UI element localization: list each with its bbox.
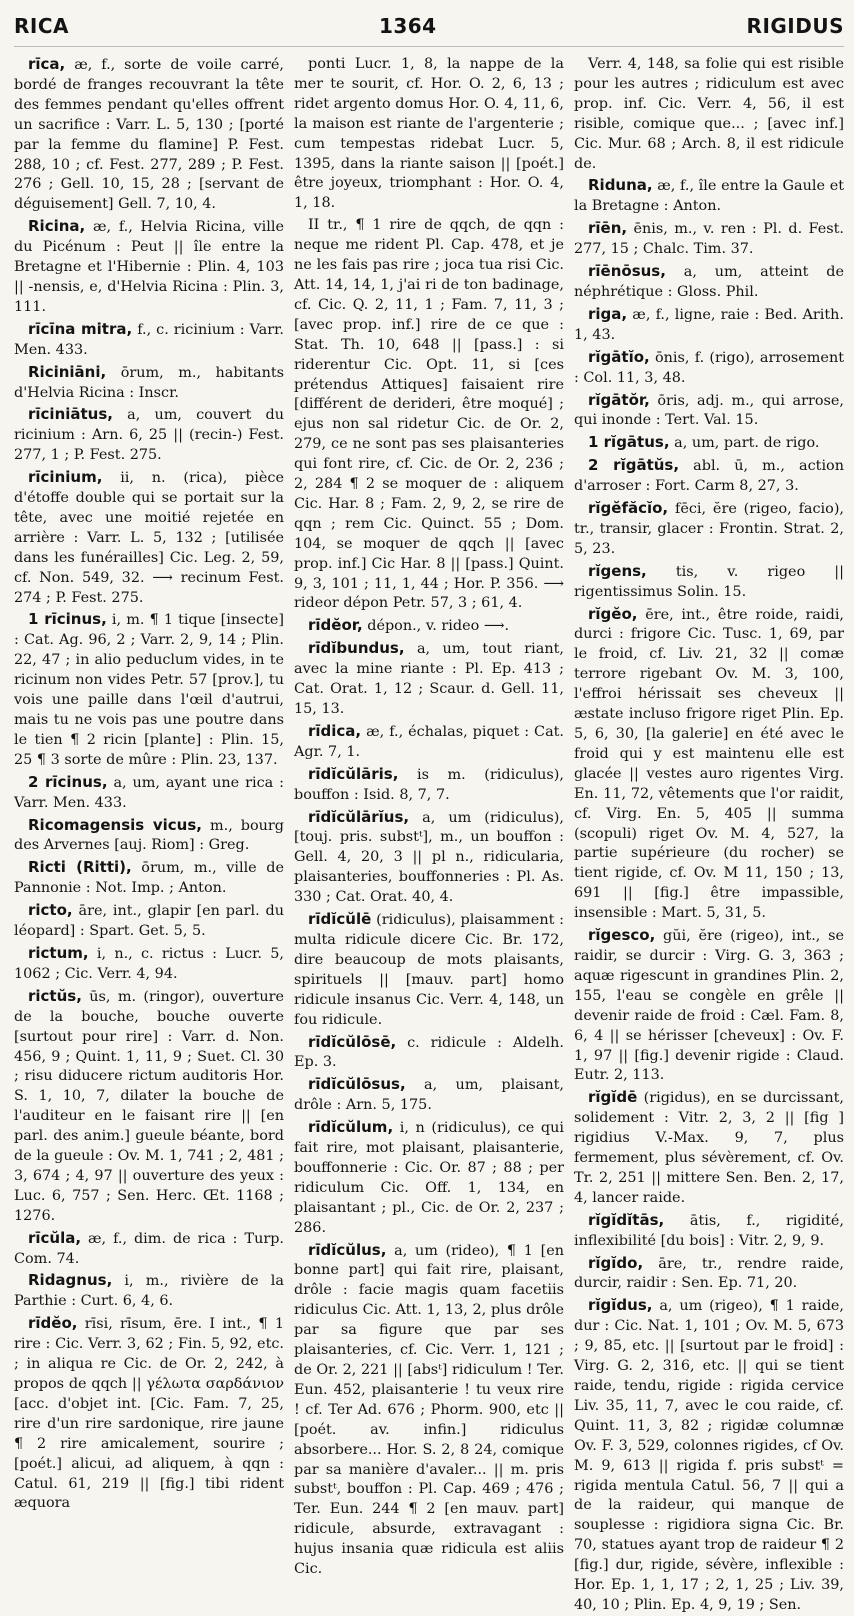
dictionary-entry: [14, 944, 284, 985]
dictionary-entry: [574, 456, 844, 497]
dictionary-entry: [14, 1229, 284, 1270]
entry-headword: rĭgātŏr,: [588, 390, 650, 409]
entry-definition: ōrum, m., habitants d'Helvia Ricina : Inscr.: [14, 364, 285, 401]
entry-headword: rīdĭcŭlārĭus,: [308, 807, 410, 826]
dictionary-entry: [574, 55, 844, 174]
entry-headword: rĭgātĭo,: [588, 347, 650, 366]
entry-definition: a, um (ridiculus), [touj. pris. substᵗ], m., un bouffon : Gell. 4, 20, 3 || pl n., ridicularia, plaisanteries, bouffonneries : Pl. As. 330 ; Cat. Orat. 40, 4.: [294, 809, 564, 906]
entry-headword: Ricomagensis vicus,: [28, 815, 202, 834]
entry-definition: āre, tr., rendre raide, durcir, raidir : Sen. Ep. 71, 20.: [574, 1255, 844, 1292]
entry-headword: rīcīna mitra,: [28, 319, 133, 338]
entry-headword: rīdĕo,: [28, 1314, 78, 1333]
entry-definition: ūs, m. (ringor), ouverture de la bouche, bouche ouverte [surtout pour rire] : Varr. d. Non. 456, 9 ; Quint. 1, 11, 9 ; Suet. Cl. 30 ; risu diducere rictum auditoris Hor. S. 1, 10, 7, dilater la bouche de l'auditeur en le faisant rire || [en parl. des anim.] gueule béante, bord de la gueule : Ov. M. 1, 741 ; 2, 481 ; 3, 674 ; 4, 97 || ouverture des yeux : Luc. 6, 757 ; Sen. Herc. Œt. 1168 ; 1276.: [14, 988, 284, 1224]
entry-definition: a, um, ayant une rica : Varr. Men. 433.: [14, 774, 284, 811]
entry-definition: a, um, part. de rigo.: [674, 435, 820, 452]
entry-headword: rīcŭla,: [28, 1228, 82, 1247]
entry-definition: i, n., c. rictus : Lucr. 5, 1062 ; Cic. Verr. 4, 94.: [14, 945, 284, 982]
dictionary-entry: [14, 773, 284, 814]
dictionary-entry: [14, 363, 284, 404]
entry-definition: æ, f., ligne, raie : Bed. Arith. 1, 43.: [574, 306, 845, 343]
entry-definition: ponti Lucr. 1, 8, la nappe de la mer te sourit, cf. Hor. O. 2, 6, 13 ; ridet argento domus Hor. O. 4, 11, 6, la maison est riante de l'argenterie ; cum tempestas ridebat Lucr. 5, 1395, dans la riante saison || [poét.] être joyeux, triomphant : Hor. O. 4, 1, 18.: [294, 56, 564, 212]
entry-headword: rīciniātus,: [28, 405, 113, 424]
entry-headword: rĭgesco,: [588, 926, 656, 945]
dictionary-entry: [294, 55, 564, 214]
entry-definition: ii, n. (rica), pièce d'étoffe double qui se portait sur la tête, avec une moitié rejetée en arrière : Varr. L. 5, 132 ; [utilisée dans les funérailles] Cic. Leg. 2, 59, cf. Non. 549, 32. ⟶ recinum Fest. 274 ; P. Fest. 275.: [14, 470, 284, 606]
dictionary-entry: [14, 987, 284, 1227]
entry-headword: rīdĭcŭlōsus,: [308, 1075, 406, 1094]
entry-definition: a, um, atteint de néphrétique : Gloss. Phil.: [574, 264, 844, 300]
entry-definition: fēci, ĕre (rigeo, facio), tr., transir, glacer : Frontin. Strat. 2, 5, 23.: [574, 501, 845, 557]
entry-headword: rĭgĭdē: [588, 1088, 638, 1107]
dictionary-entry: [294, 216, 564, 614]
entry-headword: 1 rĭgātus,: [588, 433, 670, 452]
dictionary-entry: [574, 1296, 844, 1616]
column-2: [294, 55, 565, 1578]
entry-definition: i, m. ¶ 1 tique [insecte] : Cat. Ag. 96, 2 ; Varr. 2, 9, 14 ; Plin. 22, 47 ; in alio peduclum vides, in te ricinum non vides Petr. 57 [prov.], tu vois une paille dans l'œil d'autrui, mais tu ne vois pas une poutre dans le tien ¶ 2 ricin [plante] : Plin. 15, 25 ¶ 3 sorte de mûre : Plin. 23, 137.: [14, 612, 285, 768]
entry-definition: i, n (ridiculus), ce qui fait rire, mot plaisant, plaisanterie, bouffonnerie : Cic. Or. 87 ; 88 ; per ridiculum Cic. Off. 1, 134, en plaisantant ; pl., Cic. de Or. 2, 237 ; 286.: [294, 1120, 564, 1236]
entry-headword: Ridagnus,: [28, 1271, 113, 1290]
dictionary-entry: [294, 1241, 564, 1580]
entry-headword: 1 rīcinus,: [28, 610, 107, 629]
dictionary-entry: [14, 55, 284, 215]
entry-definition: æ, f., sorte de voile carré, bordé de franges recouvrant la tête des femmes pendant qu'elles offrent un sacrifice : Varr. L. 5, 130 ; [porté par la femme du flamine] P. Fest. 288, 10 ; cf. Fest. 277, 289 ; P. Fest. 276 ; Gell. 10, 15, 28 ; [servant de déguisement] Gell. 7, 10, 4.: [14, 57, 284, 213]
dictionary-entry: [574, 176, 844, 217]
entry-definition: a, um (rigeo), ¶ 1 raide, dur : Cic. Nat. 1, 101 ; Ov. M. 5, 673 ; 9, 85, etc. || [surtout par le froid] : Virg. G. 2, 316, etc. || qui se tient raide, tendu, rigide : rigida cervice Liv. 35, 11, 7, avec le cou raide, cf. Quint. 11, 3, 82 ; rigidæ columnæ Ov. F. 3, 529, colonnes rigides, cf Ov. M. 9, 613 || rigida f. pris substᵗ = rigida mentula Catul. 56, 7 || qui a de la raideur, qui manque de souplesse : rigidiora signa Cic. Br. 70, statues ayant trop de raideur ¶ 2 [fig.] dur, rigide, sévère, inflexible : Hor. Ep. 1, 1, 17 ; 2, 1, 25 ; Liv. 39, 40, 10 ; Plin. Ep. 4, 9, 19 ; Sen.: [574, 1298, 845, 1613]
dictionary-entry: [294, 616, 564, 637]
dictionary-entry: [294, 1118, 564, 1238]
entry-headword: Ricina,: [28, 217, 86, 236]
entry-headword: rīēn,: [588, 219, 628, 238]
entry-definition: c. ridicule : Aldelh. Ep. 3.: [294, 1034, 564, 1071]
entry-headword: rīdĕor,: [308, 616, 363, 635]
dictionary-entry: [14, 468, 284, 608]
entry-definition: æ, f., île entre la Gaule et la Bretagne : Anton.: [574, 178, 844, 215]
entry-definition: ōris, adj. m., qui arrose, qui inonde : Tert. Val. 15.: [574, 392, 844, 429]
column-3: [574, 55, 845, 1613]
entry-headword: rĭgĕo,: [588, 604, 638, 623]
dictionary-entry: [574, 1211, 844, 1252]
header-right-guideword: RIGIDUS: [746, 14, 844, 38]
dictionary-entry: [574, 391, 844, 432]
dictionary-entry: [574, 262, 844, 303]
entry-definition: rīsi, rīsum, ēre. I int., ¶ 1 rire : Cic. Verr. 3, 62 ; Fin. 5, 92, etc. ; in aliqua re Cic. de Or. 2, 242, à propos de qqch || γέλωτα σαρδάνιον [acc. d'objet int. [Cic. Fam. 7, 25, rire d'un rire sardonique, rire jaune ¶ 2 rire amicalement, sourire ; [poét.] alicui, ad aliquem, à qqn : Catul. 61, 219 || [fig.] tibi rident æquora: [14, 1316, 284, 1512]
entry-headword: rictum,: [28, 943, 89, 962]
entry-headword: rictŭs,: [28, 986, 82, 1005]
entry-headword: rĭgĭdus,: [588, 1296, 653, 1315]
dictionary-entry: [574, 605, 844, 925]
entry-definition: Verr. 4, 148, sa folie qui est risible pour les autres ; ridiculum est avec prop. inf. Cic. Verr. 4, 56, il est risible, comique que... ; [avec inf.] Cic. Mur. 68 ; Arch. 8, il est ridicule de.: [574, 56, 844, 172]
entry-headword: Riciniāni,: [28, 362, 107, 381]
entry-headword: rīdĭcŭlē: [308, 910, 372, 929]
entry-headword: Ricti (Ritti),: [28, 858, 132, 877]
entry-definition: ēre, int., être roide, raidi, durci : frigore Cic. Tusc. 1, 69, par le froid, cf. Liv. 21, 32 || comæ terrore rigebant Ov. M. 3, 100, l'effroi hérissait ses cheveux || æstate incluso frigore riget Plin. Ep. 5, 6, 30, [la galerie] en été avec le froid qui y est maintenu elle est glacée || vestes auro rigentes Virg. En. 11, 72, vêtements que l'or raidit, cf. Virg. En. 5, 405 || summa (scopuli) riget Ov. M. 4, 527, la partie supérieure (du rocher) se tient rigide, cf. Ov. M 11, 150 ; 13, 691 || [fig.] être impassible, insensible : Mart. 5, 31, 5.: [574, 606, 844, 922]
dictionary-entry: [294, 1033, 564, 1074]
entry-headword: rīcinium,: [28, 468, 103, 487]
entry-definition: abl. ū, m., action d'arroser : Fort. Carm 8, 27, 3.: [574, 458, 844, 495]
entry-definition: dépon., v. rideo ⟶.: [367, 618, 510, 635]
page-header: [14, 14, 844, 47]
column-1: [14, 55, 285, 1512]
dictionary-entry: [294, 1075, 564, 1116]
dictionary-entry: [574, 562, 844, 603]
dictionary-entry: [14, 320, 284, 361]
dictionary-entry: [14, 610, 284, 770]
entry-definition: is m. (ridiculus), bouffon : Isid. 8, 7, 7.: [294, 766, 564, 803]
entry-definition: m., bourg des Arvernes [auj. Riom] : Greg.: [14, 817, 284, 854]
entry-headword: rīdĭcŭlus,: [308, 1240, 387, 1259]
entry-headword: 2 rīcinus,: [28, 772, 108, 791]
entry-definition: ōrum, m., ville de Pannonie : Not. Imp. ; Anton.: [14, 860, 285, 897]
entry-definition: æ, f., échalas, piquet : Cat. Agr. 7, 1.: [294, 723, 565, 760]
header-left-guideword: RICA: [14, 14, 69, 38]
dictionary-entry: [574, 219, 844, 260]
dictionary-entry: [14, 816, 284, 857]
entry-definition: āre, int., glapir [en parl. du léopard] : Spart. Get. 5, 5.: [14, 903, 284, 940]
entry-definition: a, um (rideo), ¶ 1 [en bonne part] qui fait rire, plaisant, drôle : facie magis quam facetiis ridiculus Cic. Att. 1, 13, 2, plus drôle par sa figure que par ses plaisanteries, cf. Cic. Verr. 1, 121 ; de Or. 2, 221 || [absᵗ] ridiculum ! Ter. Eun. 452, plaisanterie ! tu veux rire ! cf. Ter Ad. 676 ; Phorm. 900, etc || [poét. av. infin.] ridiculus absorbere... Hor. S. 2, 8 24, comique par sa manière d'avaler... || m. pris substᵗ, bouffon : Pl. Cap. 469 ; 476 ; Ter. Eun. 244 ¶ 2 [en mauv. part] ridicule, absurde, extravagant : hujus insania quæ ridicula est aliis Cic.: [294, 1242, 564, 1578]
entry-definition: æ, f., Helvia Ricina, ville du Picénum : Peut || île entre la Bretagne et l'Hibernie : Plin. 4, 103 || -nensis, e, d'Helvia Ricina : Plin. 3, 111.: [14, 219, 284, 315]
entry-headword: rīēnōsus,: [588, 262, 666, 281]
dictionary-entry: [14, 217, 284, 318]
entry-headword: Riduna,: [588, 176, 653, 195]
entry-headword: rĭgĭdo,: [588, 1253, 644, 1272]
entry-definition: i, m., rivière de la Parthie : Curt. 6, 4, 6.: [14, 1273, 284, 1310]
dictionary-entry: [574, 1254, 844, 1295]
entry-headword: rĭgĭdĭtās,: [588, 1210, 665, 1229]
entry-definition: a, um, couvert du ricinium : Arn. 6, 25 || (recin-) Fest. 277, 1 ; P. Fest. 275.: [14, 407, 285, 464]
entry-definition: a, um, plaisant, drôle : Arn. 5, 175.: [294, 1077, 564, 1114]
entry-definition: ōnis, f. (rigo), arrosement : Col. 11, 3, 48.: [574, 349, 844, 386]
entry-definition: tis, v. rigeo || rigentissimus Solin. 15.: [574, 563, 845, 600]
entry-definition: gŭi, ĕre (rigeo), int., se raidir, se durcir : Virg. G. 3, 363 ; aquæ rigescunt in grandines Plin. 2, 155, l'eau se congèle en grêle || devenir raide de froid : Cæl. Fam. 8, 6, 4 || se hérisser [cheveux] : Ov. F. 1, 97 || [fig.] devenir rigide : Claud. Eutr. 2, 113.: [574, 928, 845, 1084]
entry-definition: ēnis, m., v. ren : Pl. d. Fest. 277, 15 ; Chalc. Tim. 37.: [574, 221, 844, 258]
entry-headword: riga,: [588, 304, 628, 323]
entry-headword: rīdĭbundus,: [308, 639, 405, 658]
entry-definition: (rigidus), en se durcissant, solidement : Vitr. 2, 3, 2 || [fig ] rigidius V.-Max. 9, 7, plus fermement, plus sévèrement, cf. Ov. Tr. 2, 251 || mittere Sen. Ben. 2, 17, 4, lancer raide.: [574, 1090, 845, 1206]
dictionary-entry: [294, 639, 564, 720]
columns: [14, 55, 845, 1613]
dictionary-entry: [294, 722, 564, 763]
entry-definition: a, um, tout riant, avec la mine riante : Pl. Ep. 413 ; Cat. Orat. 1, 12 ; Scaur. d. Gell. 11, 15, 13.: [294, 641, 564, 717]
entry-headword: 2 rĭgātŭs,: [588, 456, 680, 475]
entry-definition: II tr., ¶ 1 rire de qqch, de qqn : neque me rident Pl. Cap. 478, et je ne les fais pas rire ; joca tua risi Cic. Att. 14, 14, 1, j'ai ri de ton badinage, cf. Cic. Q. 2, 11, 1 ; Fam. 7, 11, 3 ; [avec prop. inf.] rire de ce que : Stat. Th. 10, 648 || [pass.] : si riderentur Cic. Opt. 11, si [ces prétendus Attiques] faisaient rire [différent de derideri, être moqué] ; ejus non sal ridetur Cic. de Or. 2, 279, ce ne sont pas ses plaisanteries qui font rire, cf. Cic. de Or. 2, 236 ; 2, 284 ¶ 2 se moquer de : aliquem Cic. Har. 8 ; Fam. 2, 9, 2, se rire de qqn ; rem Cic. Quinct. 55 ; Dom. 104, se moquer de qqch || [avec prop. inf.] Cic Har. 8 || [pass.] Quint. 9, 3, 101 ; 11, 1, 44 ; Hor. P. 356. ⟶ rideor dépon Petr. 57, 3 ; 61, 4.: [294, 217, 564, 612]
entry-headword: rīdĭcŭlāris,: [308, 764, 399, 783]
dictionary-entry: [574, 433, 844, 454]
entry-definition: æ, f., dim. de rica : Turp. Com. 74.: [14, 1230, 285, 1267]
entry-definition: (ridiculus), plaisamment : multa ridicule dicere Cic. Br. 172, dire beaucoup de mots plaisants, spirituels || [mauv. part] homo ridicule insanus Cic. Verr. 4, 148, un fou ridicule.: [294, 912, 564, 1028]
dictionary-entry: [294, 910, 564, 1030]
dictionary-entry: [574, 305, 844, 346]
dictionary-entry: [294, 808, 564, 909]
dictionary-entry: [14, 1314, 284, 1514]
dictionary-entry: [14, 858, 284, 899]
entry-definition: f., c. ricinium : Varr. Men. 433.: [14, 321, 284, 358]
dictionary-entry: [574, 926, 844, 1086]
entry-headword: rīdĭcŭlum,: [308, 1118, 394, 1137]
dictionary-entry: [574, 499, 844, 560]
page-number: 1364: [378, 14, 437, 38]
entry-headword: ricto,: [28, 901, 73, 920]
entry-headword: rĭgĕfăcĭo,: [588, 499, 669, 518]
entry-headword: rīdĭcŭlōsē,: [308, 1032, 397, 1051]
dictionary-entry: [14, 901, 284, 942]
entry-headword: rīdica,: [308, 721, 362, 740]
entry-headword: rīca,: [28, 55, 66, 73]
dictionary-entry: [574, 348, 844, 389]
dictionary-entry: [14, 405, 284, 466]
dictionary-entry: [574, 1088, 844, 1208]
entry-headword: rĭgens,: [588, 561, 647, 580]
dictionary-entry: [14, 1271, 284, 1312]
entry-definition: ātis, f., rigidité, inflexibilité [du bois] : Vitr. 2, 9, 9.: [574, 1212, 844, 1249]
dictionary-entry: [294, 765, 564, 806]
